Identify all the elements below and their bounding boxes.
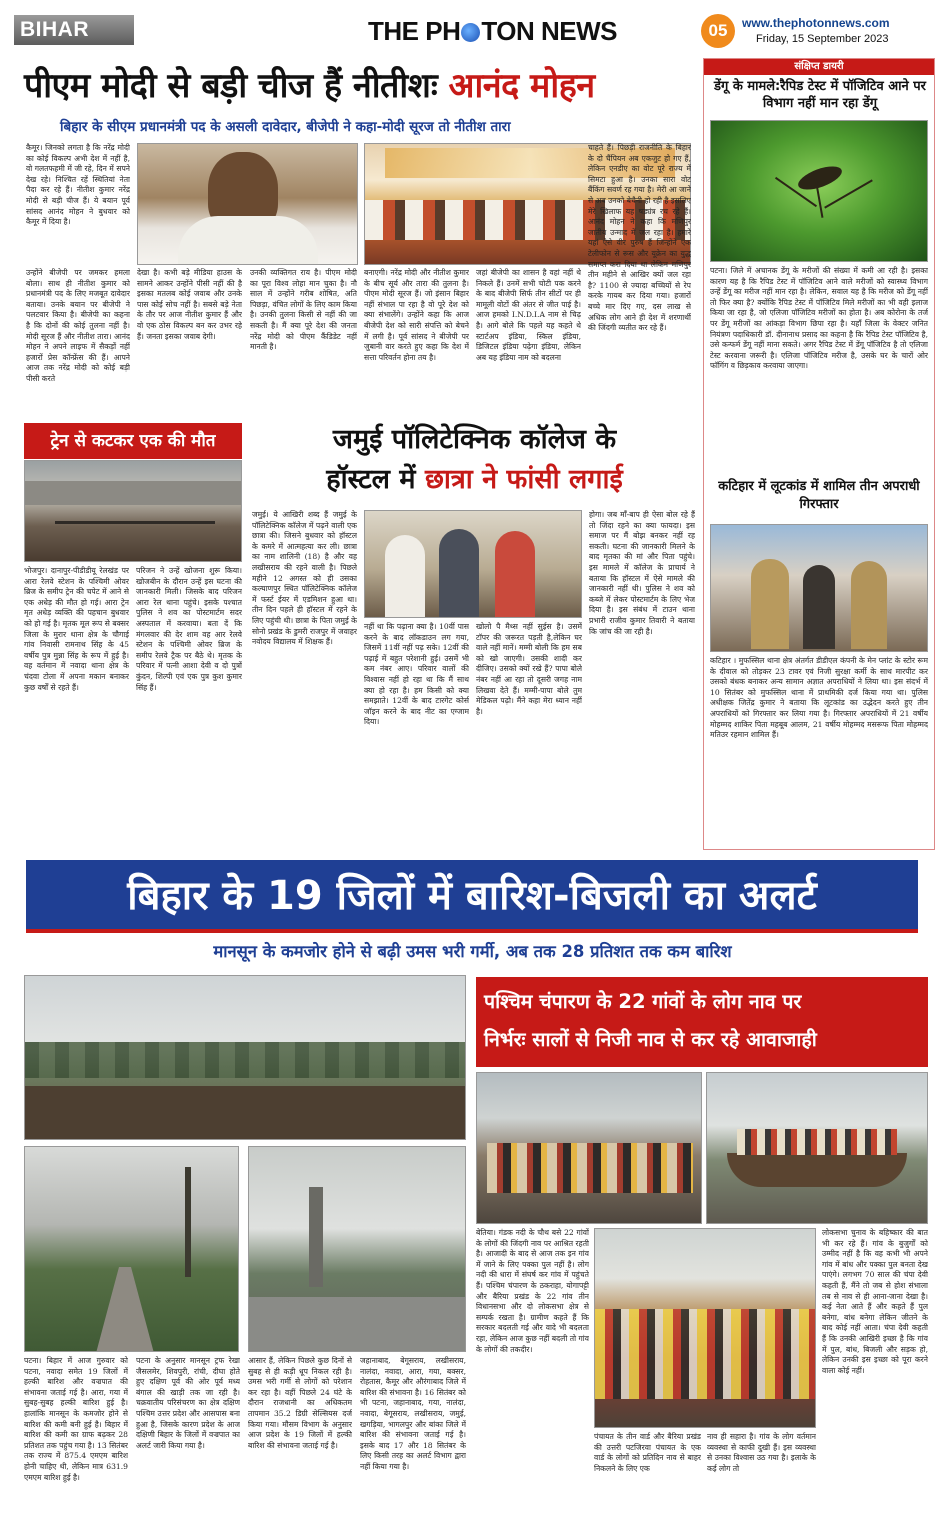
train-col-2-text: परिजन ने उन्हें खोजना शुरू किया। खोजबीन के दौरान उन्हें इस घटना की जानकारी मिली। जिसके बाद परिजन आरा रेल थाना पहुंचे। इसके पश्चात पुलिस ने शव का पोस्टमार्टम सदर अस्पताल में करवाया। बता दें कि मंगलवार की देर शाम वह आर रेलवे स्टेशन के पश्चिमी ओवर ब्रिज के समीप रेलवे ट्रैक पर बैठे थे। मृतक के परिवार में पत्नी आशा देवी व दो पुत्रों कुंदन, शिल्पी एवं एक पुत्र कुश कुमार सिंह हैं। [136,566,242,692]
sidebar-story1-body-text: पटना। जिले में अचानक डेंगू के मरीजों की संख्या में कमी आ रही है। इसका कारण यह है कि रैपिड टेस्ट में पॉजिटिव आने वाले मरीजों को स्वास्थ्य विभाग उन्हें डेंगू का मरीज नहीं मान रहा है। लेकिन, सवाल यह है कि मरीज को डेंगू नहीं तो फिर क्या है? क्योंकि रैपिड टेस्ट में पॉजिटिव मिले मरीजों का भी वही इलाज किया जा रहा है, जो एलिजा पॉजिटिव मरीजों का होता है। अब कोरोना के तर्ज पर डेंगू मरीजों का आंकड़ा विभाग छिपा रहा है। यहाँ जिला के वेक्टर जनित नियंत्रण पदाधिकारी डॉ. दीनानाथ प्रसाद का कहना है कि रैपिड टेस्ट पॉजिटिव है, उसे कन्फर्म डेंगू नहीं माना सकते। अगर रैपिड टेस्ट में डेंगू पॉजिटिव है तो एलिजा टेस्ट करवाना जरूरी है। एलिजा पॉजिटिव मरीज है, उसके घर के चारों ओर फॉगिंग व छिड़काव करवाया जाएगा। [710,266,928,371]
lead-col-3 [250,268,357,391]
lead-col-2-text: देखा है। कभी बड़े मीडिया हाउस के सामने आकर उन्होंने पीसी नहीं की है इसका मतलब कोई जवाब और उनके पास कोई सोच नहीं है। सबसे बड़े नेता के तौर पर आज नीतीश कुमार हैं और वो एक ठोस विकल्प बन कर उभर रहे हैं। जनता इसका जवाब देगी। [137,268,242,341]
jamui-col-3-text: खोलो पै मैथ्स नहीं सुईस है। उसमें टॉपर की जरूरत पड़ती है,लेकिन घर वाले नहीं मानें। मम्मी बोली कि हम सब को खो जाएगी। उसकी शादी कर दीजिए। उसको क्यों रखे हैं? पापा बोले नंबर नहीं आ रहा तो दूसरी जगह नाम लिखवा देते हैं। मम्मी-पापा बोले तुम मेडिकल पढ़ो। मैंने कहा मेरा ध्यान नहीं है। [476,622,582,716]
sidebar-photo-mosquito [710,120,928,262]
weather-subhead: मानसून के कमजोर होने से बढ़ी उमस भरी गर्मी, अब तक 28 प्रतिशत तक कम बारिश [213,942,732,961]
sidebar-photo-arrest [710,524,928,652]
sidebar-story2-headline: कटिहार में लूटकांड में शामिल तीन अपराधी गिरफ्तार [718,479,920,512]
train-col-1 [24,566,129,850]
official-figure-1 [385,535,425,618]
river-boat [727,1153,907,1187]
boat-passengers [737,1129,897,1155]
jamui-headline-line2 [252,460,697,500]
train-headline-text: ट्रेन से कटकर एक की मौत [50,431,216,451]
official-figure-2 [439,529,479,618]
lead-col-5-text: जहां बीजेपी का शासन है वहां नहीं थे निकले हैं। उनमें सभी चोटी पक करने के बाद बीजेपी सिर्फ तीन सीटों पर ही मामूली वोटों की अंतर से जीत पाई है। आज हमको I.N.D.I.A नाम से चिढ़ है। आगे बोले कि पहले यह कहते थे स्टार्टअप इंडिया, स्किल इंडिया, डिजिटल इंडिया पढ़ेगा इंडिया, लेकिन अब यह इंडिया नाम को बदलना [476,268,581,362]
lead-col-1-para-b: उन्होंने बीजेपी पर जमकर हमला बोला। साथ ही नीतीश कुमार को प्रधानमंत्री पद के लिए मजबूत दावेदार बताया। उनके बयान पर बीजेपी ने पलटवार किया है। बीजेपी का कहना है कि दोनों की कोई तुलना नहीं है। मोदी सूरज हैं और नीतीश तारा। आनंद मोहन ने अपने लाइफ में सैकड़ों नहीं हजारों प्रेस कॉन्फ्रेंस की हैं। आपने आज तक नरेंद्र मोदी को कोई बड़ी पीसी करते [26,268,130,383]
champaran-col-2 [594,1432,701,1506]
weather-photo-field [24,975,466,1140]
photon-logo-icon [461,23,480,42]
sidebar-label [704,59,934,75]
jamui-col-4 [589,510,695,850]
champaran-col-1-text: बेतिया। गंडक नदी के चौथ बसे 22 गांवों के लोगों की जिंदगी नाव पर आश्रित रहती है। आजादी के बाद से आज तक इन गांव में जाने के लिए पक्का पुल नहीं है। लोग नदी की धारा में संघर्ष कर गांव में पहुंचते हैं। पश्चिम चंपारण के ठकराहा, योगापट्टी और बैरिया प्रखंड के 22 गांव तीन विधानसभा और दो लोकसभा क्षेत्र से सम्पर्क रखता है। ग्रामीण कहते हैं कि सरकार बदलती गई और वादे भी बदलता रहा, लेकिन आज कुछ नहीं बदली तो गांव के लोगों की तकदीर। [476,1228,589,1354]
mosquito-body [795,162,844,195]
lead-col-5 [476,268,581,391]
jamui-col-2-text: नहीं था कि पढ़ाना क्या है। 10वीं पास करने के बाद लॉकडाउन लग गया, जिसमें 11वीं नहीं पढ़ सके। 12वीं की पढ़ाई में बहुत परेशानी हुई। उसमें भी कम नंबर आए। परिवार वालों की विश्वास नहीं हो रहा था कि मैं साथ क्या हो रहा है। हम किसी को क्या समझाते। 12वीं के बाद टारगेट कोर्स जॉइन करने के बाद नीट का एग्जाम दिया। [364,622,469,727]
lead-col-1 [26,143,130,265]
champaran-col-2-text: पंचायत के तीन वार्ड और बैरिया प्रखंड की उत्तरी पटजिरवा पंचायत के एक वार्ड के लोगों को प्रतिदिन नाव से बाहर निकलने के लिए एक [594,1432,701,1473]
jamui-headline-black: हॉस्टल में [326,464,416,495]
champaran-headline-line1: पश्चिम चंपारण के 22 गांवों के लोग नाव पर [484,990,802,1013]
lead-col-6-text: चाहते हैं। पिछड़ी राजनीति के बिहार के दो चैंपियन अब एकजुट हो गए हैं, लेकिन एनडीए का वोट पूरे राज्य में सिमटा हुआ है। उनका सारा वोट बैंकिंग सवर्ण रह गया है। मेरी आ जाने से अब उनको बेचैनी हो रही है इसलिए मेरे खिलाफ यह षड्यंत्र रच रहे हैं। आनंद मोहन ने कहा कि मणिपुर जातीय उन्माद में जल रहा है। हमारे यहां ऐसे वीर पुरुष हैं जिन्होंने एक टेलीफोन से रूस और यूक्रेन का युद्ध समाप्त करा दिया था लेकिन मणिपुर तीन महीने से आखिर क्यों जल रहा है? 1100 से ज्यादा बच्चियों से रेप करके गायब कर दिया गया। हजारों बच्चे मार दिए गए, दस लाख से अधिक लोग आने ही देश में शरणार्थी की जिंदगी व्यतीत कर रहे हैं। [588,143,691,333]
jamui-headline-line1: जमुई पॉलिटेक्निक कॉलेज के [332,424,617,455]
sidebar-story1-headline: डेंगू के मामले:रैपिड टेस्ट में पॉजिटिव आने पर विभाग नहीं मान रहा डेंगू [714,79,926,111]
police-officer-2 [851,561,887,649]
champaran-photo-boat-1 [476,1072,702,1224]
weather-col-1 [24,1356,128,1506]
paper-name-right: TON NEWS [481,16,617,46]
mosquito-leg-2 [824,179,873,208]
railway-platform [25,481,242,505]
lead-col-4-text: बनाएगी। नरेंद्र मोदी और नीतीश कुमार के बीच सूर्य और तारा की तुलना है। पीएम मोदी सूरज हैं। जो इंसान बिहार नहीं संभाल पा रहा है वो पूरे देश को क्या संभालेंगे। उन्होंने कहा कि आज बीजेपी देश को सारी संपत्ति को बेचने में लगी है। पूर्व सांसद ने बीजेपी पर जुबानी वार करते हुए कहा कि देश में सत्ता परिवर्तन होना तय है। [364,268,469,362]
page-number-badge [701,14,735,48]
sidebar-story2-body-text: कटिहार । मुफस्सिल थाना क्षेत्र अंतर्गत डीडीएल कंपनी के मेन प्लांट के स्टोर रूम के दीवाल को तोड़कर 23 टावर एवं निजी सुरक्षा कर्मी के साथ मारपीट कर उसको बंधक बनाकर अन्य सामान अज्ञात अपराधियों ने लिया था। इस संदर्भ में 10 सितंबर को मुफस्सिल थाना में प्राथमिकी दर्ज किया गया था। पुलिस अधीक्षक जितेंद्र कुमार ने बताया कि लूटकांड का उद्भेदन करते हुए तीन अपराधियों को गिरफ्तार कर लिया गया है। गिरफ्तार अपराधियों में 21 वर्षीय मोहम्मद शाकिर पिता महबूब आलम, 21 वर्षीय मोहम्मद मसरूफ पिता मोहम्मद मतिउर रहमान शामिल हैं। [710,656,928,740]
paper-name-left: THE PH [368,16,461,46]
weather-col-1-text: पटना। बिहार में आज गुरुवार को पटना, नवादा समेत 19 जिलों में हल्की बारिश और वज्रपात की संभावना जताई गई है। आरा, गया में सुबह-सुबह हल्की बारिश हुई है। हालांकि मानसून के कमजोर होने से बारिश की कमी बनी हुई है। बिहार में बारिश की कमी का ग्राफ बढ़कर 28 प्रतिशत तक पहुंच गया है। 13 सितंबर तक राज्य में 875.4 एमएम बारिश होनी चाहिए थी, लेकिन मात्र 631.9 एमएम बारिश हुई है। [24,1356,128,1482]
official-figure-3 [495,531,535,618]
jamui-col-4-text: होगा। जब माँ-बाप ही ऐसा बोल रहे हैं तो जिंदा रहने का क्या फायदा। इस समाज पर मैं बोझ बनकर नहीं रह सकती। घटना की जानकारी मिलने के बाद मृतका की मां और पिता पहुंचे। इस मामले में कॉलेज के प्राचार्य ने बताया कि हॉस्टल में ऐसे मामले की जानकारी नहीं थी। पुलिस ने शव को कब्जे में लेकर पोस्टमार्टम के लिए भेज दिया है। इस संबंध में टाउन थाना प्रभारी राजीव कुमार तिवारी ने बताया कि जांच की जा रही है। [589,510,695,636]
field-ground [25,1086,466,1140]
crowd-people [595,1309,816,1399]
weather-col-2 [136,1356,240,1506]
champaran-photo-crowd [594,1228,816,1428]
champaran-col-3-text: नाव ही सहारा है। गांव के लोग वर्तमान व्यवस्था से काफी दुखी हैं। इस व्यवस्था से उनका विश्वास उठ गया है। इलाके के कई लोग तो [707,1432,816,1473]
lead-col-6 [588,143,691,391]
jamui-col-2 [364,622,469,850]
weather-col-3 [248,1356,352,1506]
lead-photo-anand-mohan [137,143,358,265]
weather-banner [26,860,918,933]
jamui-col-1-text: जमुई। ये आखिरी शब्द हैं जमुई के पॉलिटेक्निक कॉलेज में पढ़ने वाली एक छात्रा की। जिसने बुधवार को हॉस्टल के कमरे में आत्महत्या कर ली। छात्रा का नाम शालिनी (18) है और वह लखीसराय की रहने वाली है। पिछले महीने 12 अगस्त को ही उसका कल्याणपुर स्थित पॉलिटेक्निक कॉलेज में फर्स्ट ईयर में एडमिशन हुआ था। तीन दिन पहले ही हॉस्टल में रहने के लिए पहुंची थी। छात्रा के पिता जमुई के सोनो प्रखंड के डुमरी राजपुर में जवाहर नवोदय विद्यालय में शिक्षक हैं। [252,510,357,647]
page-number: 05 [708,21,728,40]
sidebar-story2-body [710,656,928,846]
white-kurta-shape [178,216,318,265]
champaran-col-4 [822,1228,928,1506]
champaran-photo-boat-2 [706,1072,928,1224]
weather-col-4 [360,1356,466,1506]
issue-date: Friday, 15 September 2023 [756,33,889,45]
train-headline [24,423,242,459]
lead-headline-red: आनंद मोहन [448,66,595,106]
lead-col-1b [26,268,130,391]
palm-tree [185,1167,191,1277]
lead-col-4 [364,268,469,391]
train-col-1-text: भोजपुर। दानापुर-पीडीडीयू रेलखंड पर आरा रेलवे स्टेशन के पश्चिमी ओवर ब्रिज के समीप ट्रेन की चपेट में आने से एक अधेड़ की मौत हो गई। आरा ट्रेन मृत अधेड़ व्यक्ति की पहचान बुधवार को हो गई है। मृतक मूल रूप से बक्सर जिला के मुरार थाना क्षेत्र के चौगाई गांव निवासी रामनाथ सिंह के 45 वर्षीय पुत्र मुन्ना सिंह के रूप में हुई है। वह वर्तमान में नवादा थाना क्षेत्र के चंदवा टोला में अपना मकान बनाकर कुछ वर्षों से रहते हैं। [24,566,129,692]
champaran-headline-line2: निर्भरः सालों से निजी नाव से कर रहे आवाजाही [484,1028,817,1051]
train-col-2 [136,566,242,850]
village-road [95,1267,155,1352]
jamui-headline-red: छात्रा ने फांसी लगाई [424,464,623,495]
jamui-photo-officials [364,510,582,618]
section-tab [14,15,134,45]
jamui-col-1 [252,510,357,850]
champaran-col-1 [476,1228,589,1506]
railway-track [55,521,215,524]
street-road [249,1297,466,1352]
champaran-headline [476,977,928,1067]
weather-col-4-text: जहानाबाद, बेगूसराय, लखीसराय, नालंदा, नवादा, आरा, गया, बक्सर, रोहतास, कैमूर और औरंगाबाद जिले में बारिश की संभावना है। 16 सितंबर को भी पटना, जहानाबाद, गया, नालंदा, नवादा, बेगूसराय, लखीसराय, जमुई, खगड़िया, भागलपुर और बांका जिले में बारिश की संभावना जताई गई है। इसके बाद 17 और 18 सितंबर के लिए किसी तरह का अलर्ट विभाग द्वारा नहीं किया गया है। [360,1356,466,1471]
weather-col-3-text: आसार हैं, लेकिन पिछले कुछ दिनों से सुबह से ही कड़ी धूप निकल रही है। उमस भरी गर्मी से लोगों को परेशान कर रहा है। वहीं पिछले 24 घंटे के दौरान राजधानी का अधिकतम तापमान 35.2 डिग्री सेल्सियस दर्ज किया गया। मौसम विभाग के अनुसार आज प्रदेश के 19 जिलों में हल्की बारिश की संभावना जताई गई है। [248,1356,352,1450]
sidebar-story1-body [710,266,928,466]
sidebar-label-text: संक्षिप्त डायरी [794,61,844,72]
police-officer-1 [751,559,789,649]
champaran-col-4-text: लोकसभा चुनाव के बहिष्कार की बात भी कर रहे हैं। गांव के बुजुर्गों को उम्मीद नहीं है कि वह कभी भी अपने गांव में बांध और पक्का पुल बनता देख पाएंगे। लगभग 70 साल की चंपा देवी कहती हैं, मैंने तो जब से होश संभाला तब से नाव से ही आना-जाना देखा है। कई नेता आते हैं और कहते हैं पुल बनेगा, बांध बनेगा लेकिन जीतने के बाद कोई नहीं आता। चंपा देवी कहती हैं कि उनकी आखिरी इच्छा है कि गांव में पुल, बांध, बिजली और सड़क हो, लेकिन उनकी इस इच्छा को पूरा करने वाला कोई नहीं। [822,1228,928,1375]
section-label: BIHAR [20,18,89,41]
weather-photo-road [24,1146,239,1352]
paper-name [368,12,617,50]
weather-banner-text: बिहार के 19 जिलों में बारिश-बिजली का अलर्ट [127,873,817,919]
train-photo-railway [24,460,242,562]
accused-person-1 [803,565,835,649]
champaran-col-3 [707,1432,816,1506]
tower-silhouette [309,1187,323,1287]
lead-col-1-para-a: कैमूर। जिनको लगता है कि नरेंद्र मोदी का कोई विकल्प अभी देश में नहीं है, वो गलतफहमी में जी रहे, दिन में सपने देख रहे। निश्चित रहें स्थितियां नेता पैदा कर रहे हैं। नीतीश कुमार नरेंद्र मोदी से बड़ी चीज हैं। ये बयान पूर्व सांसद आनंद मोहन ने बुधवार को कैमूर में दिया है। [26,143,130,227]
website-link[interactable]: www.thephotonnews.com [742,16,890,30]
tree-line [25,1042,466,1078]
lead-col-3-text: उनकी व्यक्तिगत राय है। पीएम मोदी का पूरा विश्व लोहा मान चुका है। नौ साल में उन्होंने गरीब शोषित, अति पिछड़ा, वंचित लोगों के लिए काम किया है। उनकी तुलना किसी से नहीं की जा सकती है। मैं क्या पूरे देश की जनता नरेंद्र मोदी को पीएम कैंडिडेट नहीं मानती है। [250,268,357,352]
boat-crowd [487,1143,693,1193]
lead-col-2 [137,268,242,391]
jamui-headline [252,420,697,500]
jamui-col-3 [476,622,582,850]
weather-photo-city [248,1146,466,1352]
lead-headline-black: पीएम मोदी से बड़ी चीज हैं नीतीशः [24,66,438,106]
lead-headline [24,58,704,114]
lead-subhead: बिहार के सीएम प्रधानमंत्री पद के असली दावेदार, बीजेपी ने कहा-मोदी सूरज तो नीतीश तारा [60,119,511,135]
weather-col-2-text: पटना के अनुसार मानसून ट्रफ रेखा जैसलमेर, शिवपुरी, रांची, दीघा होते हुए दक्षिण पूर्व की ओर पूर्व मध्य बंगाल की खाड़ी तक जा रही है। चक्रवातीय परिसंचरण का क्षेत्र दक्षिण पश्चिम उत्तर प्रदेश और आसपास बना हुआ है, जिसके कारण प्रदेश के आज दक्षिणी बिहार के जिलों में वज्रपात का अलर्ट जारी किया गया है। [136,1356,240,1450]
